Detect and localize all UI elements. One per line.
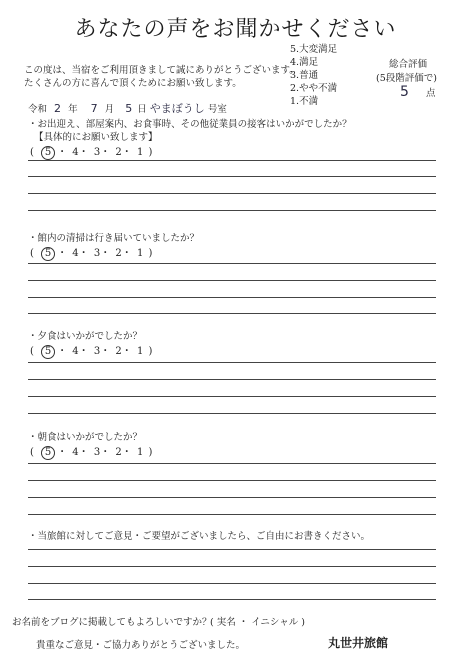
scale-option[interactable]: 1 xyxy=(136,447,144,458)
scale-option[interactable]: 2 xyxy=(115,346,122,357)
comment-line xyxy=(28,362,436,363)
comment-line xyxy=(28,583,436,584)
scale-option-selected[interactable]: 5 xyxy=(41,247,55,261)
comment-line xyxy=(28,263,436,264)
question-1: ・お出迎え、部屋案内、お食事時、その他従業員の接客はいかがでしたか？ xyxy=(28,119,352,130)
overall-score-field[interactable] xyxy=(400,84,435,100)
comment-line xyxy=(28,514,436,515)
question-3: ・夕食はいかがでしたか？ xyxy=(28,331,143,342)
room-value: やまぼうし xyxy=(149,102,205,115)
comment-line xyxy=(28,566,436,567)
question-1-subtext: 【具体的にお願い致します】 xyxy=(34,132,158,143)
question-2: ・館内の清掃は行き届いていましたか？ xyxy=(28,233,200,244)
comment-line xyxy=(28,549,436,550)
page-title: あなたの声をお聞かせください xyxy=(74,17,397,42)
month-unit: 月 xyxy=(104,104,115,115)
comment-line xyxy=(28,599,436,600)
comment-line xyxy=(28,297,436,298)
question-1-scale[interactable]: ( 5 ・ 4・ 3・ 2・ 1 ) xyxy=(30,147,153,158)
inn-name: 丸世井旅館 xyxy=(328,636,389,650)
scale-option[interactable]: 2 xyxy=(115,147,122,158)
rating-scale-item: 3.普通 xyxy=(290,70,319,81)
overall-label: 総合評価 xyxy=(389,59,428,70)
comment-line xyxy=(28,497,436,498)
scale-option-selected[interactable]: 5 xyxy=(41,146,55,160)
overall-score-unit: 点 xyxy=(425,88,436,99)
question-4-scale[interactable]: ( 5 ・ 4・ 3・ 2・ 1 ) xyxy=(30,447,153,458)
scale-option[interactable]: 2 xyxy=(115,447,122,458)
blog-options[interactable]: ( 実名 ・ イニシャル ) xyxy=(210,617,305,628)
comment-line xyxy=(28,160,436,161)
scale-option[interactable]: 1 xyxy=(136,346,144,357)
header-line xyxy=(28,100,227,116)
scale-option[interactable]: 3 xyxy=(93,346,101,357)
comment-line xyxy=(28,396,436,397)
scale-option[interactable]: 1 xyxy=(136,248,144,259)
comment-line xyxy=(28,313,436,314)
intro-line-1: この度は、当宿をご利用頂きまして誠にありがとうございます。 xyxy=(24,65,299,76)
rating-scale-item: 4.満足 xyxy=(290,57,319,68)
thanks-message: 貴重なご意見・ご協力ありがとうございました。 xyxy=(36,640,246,651)
comment-line xyxy=(28,480,436,481)
scale-option[interactable]: 4 xyxy=(72,248,79,259)
question-3-scale[interactable]: ( 5 ・ 4・ 3・ 2・ 1 ) xyxy=(30,346,153,357)
rating-scale-list xyxy=(290,43,337,108)
scale-option[interactable]: 3 xyxy=(93,447,101,458)
overall-sublabel: (5段階評価で) xyxy=(376,73,437,84)
era: 令和 xyxy=(28,104,48,115)
overall-score-value: 5 xyxy=(400,84,409,100)
blog-question: お名前をブログに掲載してもよろしいですか？ xyxy=(12,617,212,628)
comment-line xyxy=(28,413,436,414)
scale-option[interactable]: 2 xyxy=(115,248,122,259)
year-value: 2 xyxy=(54,102,62,115)
comment-line xyxy=(28,379,436,380)
comment-line xyxy=(28,176,436,177)
rating-scale-item: 2.やや不満 xyxy=(290,83,338,94)
month-value: 7 xyxy=(90,102,98,115)
comment-line xyxy=(28,280,436,281)
intro-line-2: たくさんの方に喜んで頂くためにお願い致します。 xyxy=(24,78,242,89)
room-suffix: 号室 xyxy=(207,104,227,115)
rating-scale-item: 5.大変満足 xyxy=(290,44,338,55)
day-unit: 日 xyxy=(137,104,147,115)
question-2-scale[interactable]: ( 5 ・ 4・ 3・ 2・ 1 ) xyxy=(30,248,153,259)
scale-option-selected[interactable]: 5 xyxy=(41,446,55,460)
year-unit: 年 xyxy=(68,104,78,115)
scale-option[interactable]: 4 xyxy=(72,447,79,458)
day-value: 5 xyxy=(125,102,133,115)
question-5: ・当旅館に対してご意見・ご要望がございましたら、ご自由にお書きください。 xyxy=(28,531,371,542)
scale-option[interactable]: 1 xyxy=(136,147,144,158)
scale-option[interactable]: 3 xyxy=(93,147,101,158)
scale-option-selected[interactable]: 5 xyxy=(41,345,55,359)
question-4: ・朝食はいかがでしたか？ xyxy=(28,432,143,443)
scale-option[interactable]: 4 xyxy=(72,346,79,357)
comment-line xyxy=(28,210,436,211)
scale-option[interactable]: 4 xyxy=(72,147,79,158)
rating-scale-item: 1.不満 xyxy=(290,96,319,107)
comment-line xyxy=(28,193,436,194)
comment-line xyxy=(28,463,436,464)
scale-option[interactable]: 3 xyxy=(93,248,101,259)
